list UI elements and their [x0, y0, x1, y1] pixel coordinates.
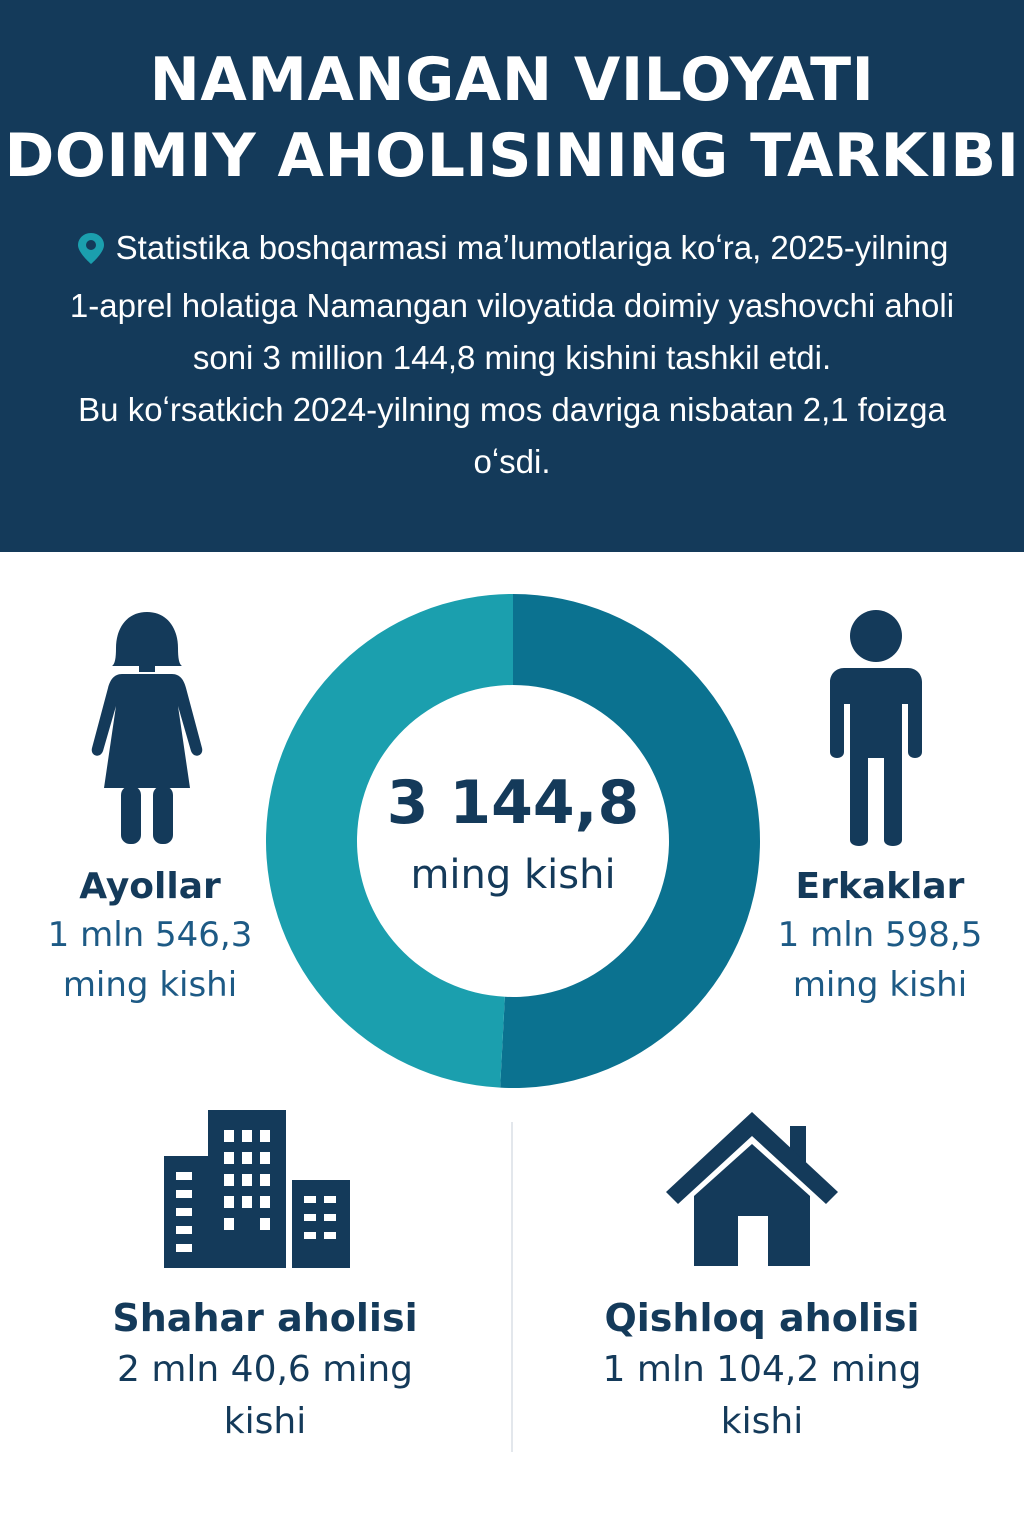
men-slice [500, 594, 760, 1088]
rural-stat [572, 1292, 952, 1448]
intro-paragraph-1 [60, 222, 964, 384]
total-unit: ming kishi [410, 852, 616, 898]
rural-value-line2: kishi [720, 1401, 804, 1442]
urban-label: Shahar aholisi [112, 1296, 418, 1340]
women-value-line1: 1 mln 546,3 [47, 915, 253, 955]
section-divider [511, 1122, 513, 1452]
location-pin-icon [76, 228, 106, 280]
total-value: 3 144,8 [386, 768, 640, 838]
intro-text [60, 222, 964, 488]
house-icon [666, 1112, 838, 1268]
men-label: Erkaklar [795, 866, 965, 907]
title-line-2: DOIMIY AHOLISINING TARKIBI [4, 121, 1020, 191]
title-line-1: NAMANGAN VILOYATI [149, 45, 875, 115]
women-stat [20, 864, 280, 1010]
women-slice [266, 594, 513, 1088]
city-buildings-icon [164, 1110, 350, 1268]
intro-paragraph-2: Bu koʻrsatkich 2024-yilning mos davriga nisbatan 2,1 foizga oʻsdi. [78, 391, 946, 480]
page-title [0, 42, 1024, 194]
rural-value-line1: 1 mln 104,2 ming [602, 1349, 922, 1390]
intro-paragraph-1-text: Statistika boshqarmasi maʼlumotlariga koʻra, 2025-yilning 1-aprel holatiga Namangan viloyatida doimiy yashovchi aholi soni 3 million 144,8 ming kishini tashkil etdi. [69, 229, 955, 376]
population-donut-chart [266, 594, 760, 1088]
rural-label: Qishloq aholisi [604, 1296, 920, 1340]
men-value-line2: ming kishi [792, 965, 968, 1005]
urban-stat [90, 1292, 440, 1448]
men-stat [750, 864, 1010, 1010]
woman-icon [82, 608, 212, 848]
women-value-line2: ming kishi [62, 965, 238, 1005]
women-label: Ayollar [79, 866, 221, 907]
men-value-line1: 1 mln 598,5 [777, 915, 983, 955]
urban-value-line1: 2 mln 40,6 ming [116, 1349, 413, 1390]
man-icon [826, 608, 926, 848]
header-banner [0, 0, 1024, 552]
urban-value-line2: kishi [223, 1401, 307, 1442]
